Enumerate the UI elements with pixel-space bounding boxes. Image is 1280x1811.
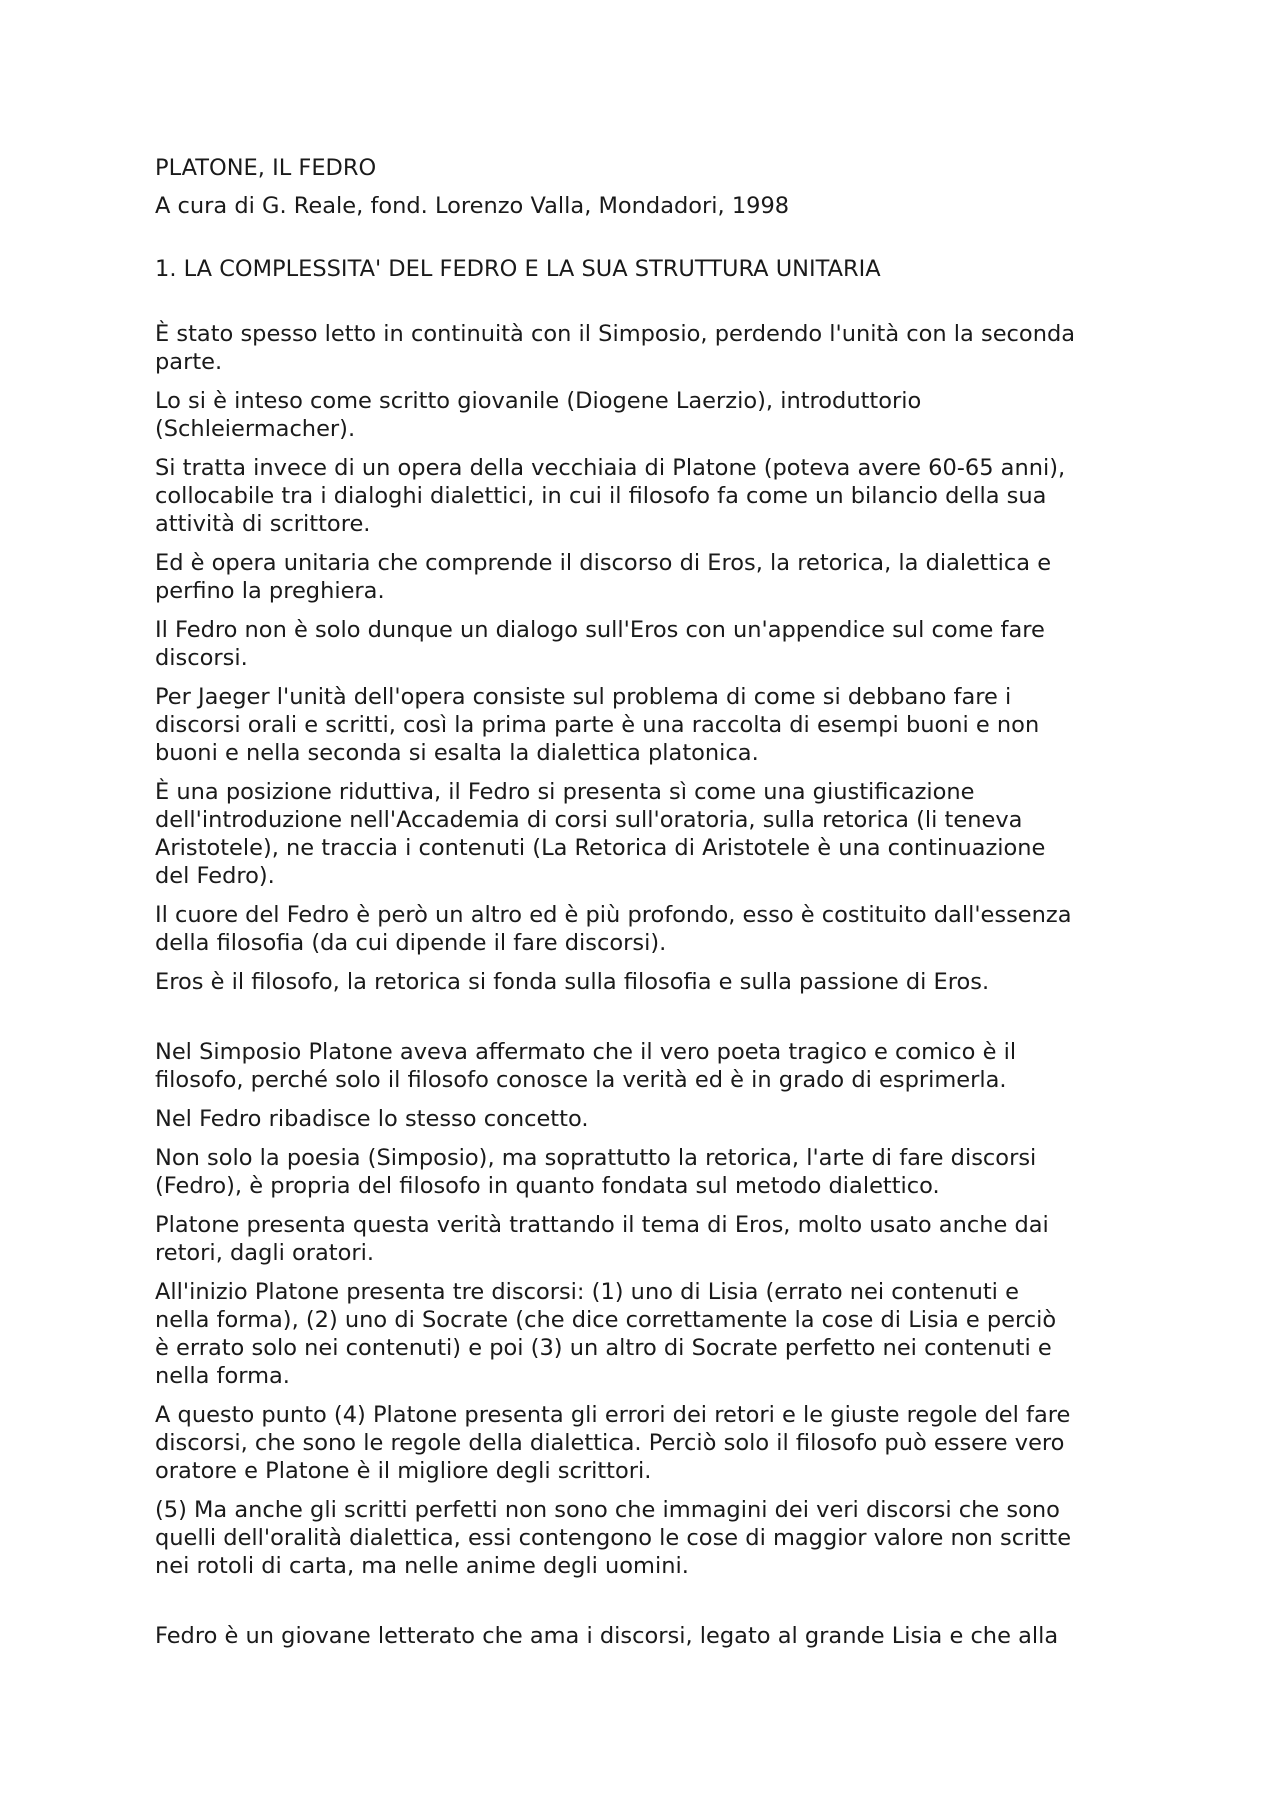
- paragraph: [155, 1211, 1135, 1267]
- paragraph-line: nella forma), (2) uno di Socrate (che dice correttamente la cose di Lisia e perciò: [155, 1307, 1057, 1333]
- paragraph-line: Eros è il filosofo, la retorica si fonda sulla filosofia e sulla passione di Eros.: [155, 969, 990, 995]
- paragraph: [155, 1622, 1135, 1650]
- paragraph-line: (5) Ma anche gli scritti perfetti non sono che immagini dei veri discorsi che sono: [155, 1497, 1060, 1523]
- paragraph-line: Aristotele), ne traccia i contenuti (La Retorica di Aristotele è una continuazione: [155, 835, 1046, 861]
- document-title: PLATONE, IL FEDRO: [155, 155, 377, 181]
- paragraph-line: dell'introduzione nell'Accademia di corsi sull'oratoria, sulla retorica (li teneva: [155, 807, 1023, 833]
- paragraph-line: Per Jaeger l'unità dell'opera consiste sul problema di come si debbano fare i: [155, 684, 1012, 710]
- paragraph-line: È stato spesso letto in continuità con il Simposio, perdendo l'unità con la seconda: [155, 321, 1076, 347]
- paragraph: [155, 778, 1135, 890]
- paragraph-line: A questo punto (4) Platone presenta gli errori dei retori e le giuste regole del fare: [155, 1402, 1071, 1428]
- paragraph-line: oratore e Platone è il migliore degli scrittori.: [155, 1458, 652, 1484]
- paragraph: [155, 1496, 1135, 1580]
- paragraph-line: discorsi.: [155, 645, 248, 671]
- paragraph-line: discorsi, che sono le regole della dialettica. Perciò solo il filosofo può essere vero: [155, 1430, 1065, 1456]
- paragraph-line: È una posizione riduttiva, il Fedro si presenta sì come una giustificazione: [155, 779, 975, 805]
- paragraph-line: parte.: [155, 349, 223, 375]
- paragraph: [155, 387, 1135, 443]
- section-block-2: [155, 1038, 1135, 1580]
- paragraph-line: nei rotoli di carta, ma nelle anime degli uomini.: [155, 1553, 689, 1579]
- paragraph: [155, 1144, 1135, 1200]
- section-heading: 1. LA COMPLESSITA' DEL FEDRO E LA SUA STRUTTURA UNITARIA: [155, 256, 881, 282]
- paragraph-line: della filosofia (da cui dipende il fare discorsi).: [155, 930, 667, 956]
- paragraph: [155, 1038, 1135, 1094]
- paragraph: [155, 549, 1135, 605]
- paragraph: [155, 1105, 1135, 1133]
- paragraph-line: Il cuore del Fedro è però un altro ed è più profondo, esso è costituito dall'essenza: [155, 902, 1072, 928]
- paragraph-line: All'inizio Platone presenta tre discorsi: (1) uno di Lisia (errato nei contenuti e: [155, 1279, 1019, 1305]
- paragraph-line: (Fedro), è propria del filosofo in quanto fondata sul metodo dialettico.: [155, 1173, 940, 1199]
- document-content: [155, 154, 1135, 1650]
- paragraph-line: Il Fedro non è solo dunque un dialogo sull'Eros con un'appendice sul come fare: [155, 617, 1045, 643]
- paragraph-line: quelli dell'oralità dialettica, essi contengono le cose di maggior valore non scritte: [155, 1525, 1072, 1551]
- paragraph-line: perfino la preghiera.: [155, 578, 385, 604]
- paragraph-line: discorsi orali e scritti, così la prima parte è una raccolta di esempi buoni e non: [155, 712, 1040, 738]
- paragraph-line: retori, dagli oratori.: [155, 1240, 375, 1266]
- paragraph-line: Si tratta invece di un opera della vecchiaia di Platone (poteva avere 60-65 anni),: [155, 455, 1066, 481]
- paragraph: [155, 1401, 1135, 1485]
- paragraph-line: Nel Simposio Platone aveva affermato che il vero poeta tragico e comico è il: [155, 1039, 1017, 1065]
- paragraph-line: attività di scrittore.: [155, 511, 371, 537]
- section-block-3: [155, 1622, 1135, 1650]
- paragraph-line: (Schleiermacher).: [155, 416, 356, 442]
- paragraph-line: Platone presenta questa verità trattando il tema di Eros, molto usato anche dai: [155, 1212, 1049, 1238]
- paragraph-line: del Fedro).: [155, 863, 275, 889]
- paragraph-line: Fedro è un giovane letterato che ama i discorsi, legato al grande Lisia e che alla: [155, 1623, 1059, 1649]
- paragraph-line: collocabile tra i dialoghi dialettici, in cui il filosofo fa come un bilancio della sua: [155, 483, 1047, 509]
- paragraph: [155, 1278, 1135, 1390]
- paragraph: [155, 454, 1135, 538]
- section-block-1: [155, 320, 1135, 996]
- paragraph: [155, 320, 1135, 376]
- paragraph: [155, 683, 1135, 767]
- paragraph-line: filosofo, perché solo il filosofo conosce la verità ed è in grado di esprimerla.: [155, 1067, 1007, 1093]
- paragraph-line: Nel Fedro ribadisce lo stesso concetto.: [155, 1106, 589, 1132]
- paragraph-line: nella forma.: [155, 1363, 290, 1389]
- paragraph-line: buoni e nella seconda si esalta la dialettica platonica.: [155, 740, 759, 766]
- paragraph: [155, 901, 1135, 957]
- paragraph-line: Ed è opera unitaria che comprende il discorso di Eros, la retorica, la dialettica e: [155, 550, 1052, 576]
- paragraph: [155, 616, 1135, 672]
- paragraph-line: Non solo la poesia (Simposio), ma soprattutto la retorica, l'arte di fare discorsi: [155, 1145, 1037, 1171]
- paragraph: [155, 968, 1135, 996]
- document-subtitle: A cura di G. Reale, fond. Lorenzo Valla, Mondadori, 1998: [155, 193, 790, 219]
- paragraph-line: è errato solo nei contenuti) e poi (3) un altro di Socrate perfetto nei contenuti e: [155, 1335, 1052, 1361]
- paragraph-line: Lo si è inteso come scritto giovanile (Diogene Laerzio), introduttorio: [155, 388, 922, 414]
